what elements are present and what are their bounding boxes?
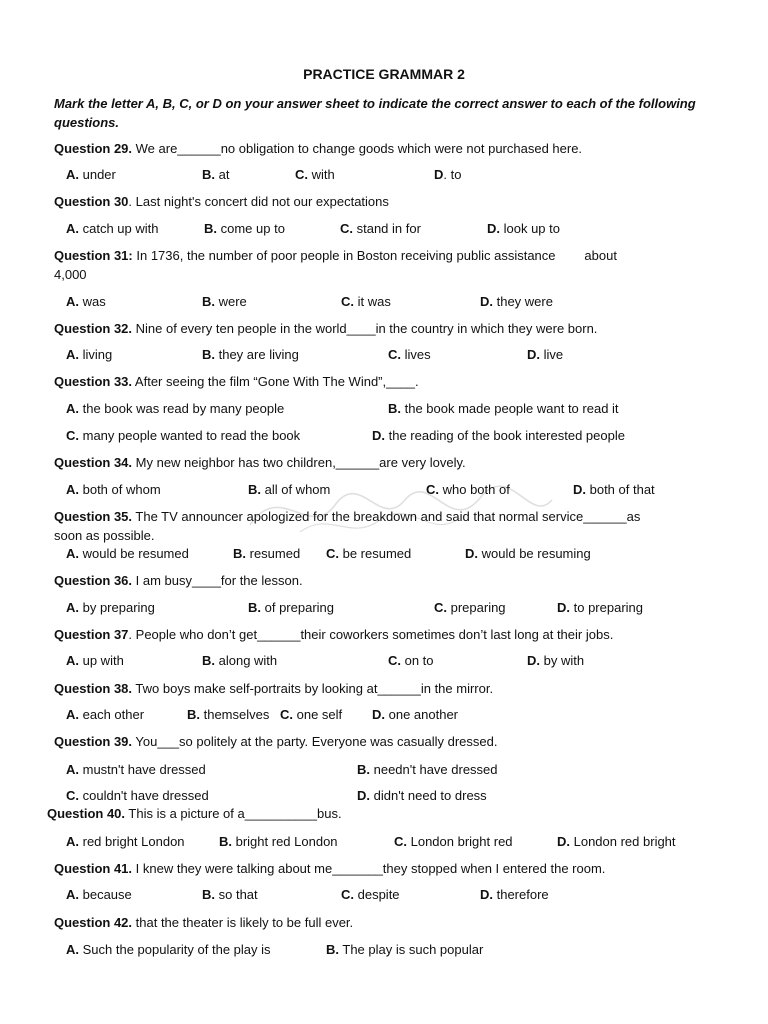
option-40-c[interactable]: C. London bright red (394, 834, 513, 849)
question-text: I am busy____for the lesson. (132, 573, 303, 588)
question-42 (54, 915, 353, 931)
option-31-a[interactable]: A. was (66, 294, 106, 309)
question-label: Question 40. (47, 806, 126, 821)
question-38 (54, 681, 493, 697)
question-30 (54, 194, 389, 210)
option-29-d[interactable]: D. to (434, 167, 462, 182)
option-29-a[interactable]: A. under (66, 167, 116, 182)
question-36 (54, 573, 303, 589)
question-text: This is a picture of a__________bus. (125, 806, 342, 821)
option-33-a[interactable]: A. the book was read by many people (66, 401, 285, 416)
question-label: Question 29. (54, 141, 133, 156)
option-40-d[interactable]: D. London red bright (557, 834, 676, 849)
page-title: PRACTICE GRAMMAR 2 (303, 66, 465, 82)
question-text: My new neighbor has two children,______are very lovely. (132, 455, 466, 470)
option-36-d[interactable]: D. to preparing (557, 600, 643, 615)
question-label: Question 33. (54, 374, 133, 389)
option-32-a[interactable]: A. living (66, 347, 113, 362)
option-39-b[interactable]: B. needn't have dressed (357, 762, 498, 777)
option-40-a[interactable]: A. red bright London (66, 834, 185, 849)
question-text: We are______no obligation to change goods which were not purchased here. (132, 141, 583, 156)
question-label: Question 31: (54, 248, 133, 263)
option-32-b[interactable]: B. they are living (202, 347, 299, 362)
question-40 (47, 806, 342, 822)
question-text: I knew they were talking about me_______they stopped when I entered the room. (132, 861, 606, 876)
instructions: Mark the letter A, B, C, or D on your answer sheet to indicate the correct answer to each of the following questions. (54, 96, 696, 130)
option-32-c[interactable]: C. lives (388, 347, 431, 362)
option-35-b[interactable]: B. resumed (233, 546, 301, 561)
question-label: Question 35. (54, 509, 133, 524)
question-text: . People who don’t get______their coworkers sometimes don’t last long at their jobs. (128, 627, 614, 642)
option-32-d[interactable]: D. live (527, 347, 564, 362)
question-35-continuation: soon as possible. (54, 528, 155, 543)
question-label: Question 30 (54, 194, 129, 209)
question-34 (54, 455, 466, 471)
option-35-a[interactable]: A. would be resumed (66, 546, 189, 561)
question-text: Nine of every ten people in the world____in the country in which they were born. (132, 321, 598, 336)
question-text: After seeing the film “Gone With The Wind”,____. (132, 374, 419, 389)
question-29 (54, 141, 582, 157)
question-text: You___so politely at the party. Everyone was casually dressed. (132, 734, 498, 749)
question-text: The TV announcer apologized for the breakdown and said that normal service______as (132, 509, 641, 524)
option-34-c[interactable]: C. who both of (426, 482, 510, 497)
question-label: Question 38. (54, 681, 133, 696)
question-39 (54, 734, 497, 750)
option-30-a[interactable]: A. catch up with (66, 221, 159, 236)
option-39-a[interactable]: A. mustn't have dressed (66, 762, 206, 777)
option-42-b[interactable]: B. The play is such popular (326, 942, 484, 957)
option-30-b[interactable]: B. come up to (204, 221, 285, 236)
option-41-d[interactable]: D. therefore (480, 887, 549, 902)
option-42-a[interactable]: A. Such the popularity of the play is (66, 942, 271, 957)
option-34-a[interactable]: A. both of whom (66, 482, 161, 497)
question-31-continuation: 4,000 (54, 267, 87, 282)
option-38-b[interactable]: B. themselves (187, 707, 270, 722)
option-39-c[interactable]: C. couldn't have dressed (66, 788, 209, 803)
option-31-b[interactable]: B. were (202, 294, 247, 309)
option-31-d[interactable]: D. they were (480, 294, 553, 309)
option-39-d[interactable]: D. didn't need to dress (357, 788, 487, 803)
question-text: . Last night's concert did not our expectations (128, 194, 389, 209)
option-31-c[interactable]: C. it was (341, 294, 391, 309)
option-29-b[interactable]: B. at (202, 167, 230, 182)
option-40-b[interactable]: B. bright red London (219, 834, 338, 849)
question-41 (54, 861, 605, 877)
option-41-b[interactable]: B. so that (202, 887, 258, 902)
question-label: Question 34. (54, 455, 133, 470)
option-35-c[interactable]: C. be resumed (326, 546, 412, 561)
option-34-b[interactable]: B. all of whom (248, 482, 331, 497)
question-label: Question 32. (54, 321, 133, 336)
option-41-a[interactable]: A. because (66, 887, 132, 902)
option-37-a[interactable]: A. up with (66, 653, 124, 668)
option-30-c[interactable]: C. stand in for (340, 221, 421, 236)
question-label: Question 42. (54, 915, 133, 930)
option-38-a[interactable]: A. each other (66, 707, 145, 722)
option-35-d[interactable]: D. would be resuming (465, 546, 591, 561)
option-38-d[interactable]: D. one another (372, 707, 459, 722)
question-35 (54, 509, 640, 525)
option-34-d[interactable]: D. both of that (573, 482, 655, 497)
question-text: that the theater is likely to be full ever. (132, 915, 354, 930)
question-31 (54, 248, 617, 264)
option-29-c[interactable]: C. with (295, 167, 335, 182)
option-33-c[interactable]: C. many people wanted to read the book (66, 428, 301, 443)
option-41-c[interactable]: C. despite (341, 887, 400, 902)
question-label: Question 39. (54, 734, 133, 749)
option-33-d[interactable]: D. the reading of the book interested people (372, 428, 625, 443)
option-37-d[interactable]: D. by with (527, 653, 585, 668)
question-label: Question 37 (54, 627, 129, 642)
question-33 (54, 374, 419, 390)
question-text: In 1736, the number of poor people in Boston receiving public assistance about (132, 248, 617, 263)
option-37-b[interactable]: B. along with (202, 653, 278, 668)
option-36-a[interactable]: A. by preparing (66, 600, 155, 615)
option-36-b[interactable]: B. of preparing (248, 600, 334, 615)
option-33-b[interactable]: B. the book made people want to read it (388, 401, 619, 416)
option-30-d[interactable]: D. look up to (487, 221, 560, 236)
question-32 (54, 321, 597, 337)
question-label: Question 41. (54, 861, 133, 876)
question-37 (54, 627, 613, 643)
question-label: Question 36. (54, 573, 133, 588)
option-36-c[interactable]: C. preparing (434, 600, 506, 615)
option-38-c[interactable]: C. one self (280, 707, 343, 722)
option-37-c[interactable]: C. on to (388, 653, 434, 668)
question-text: Two boys make self-portraits by looking at______in the mirror. (132, 681, 494, 696)
